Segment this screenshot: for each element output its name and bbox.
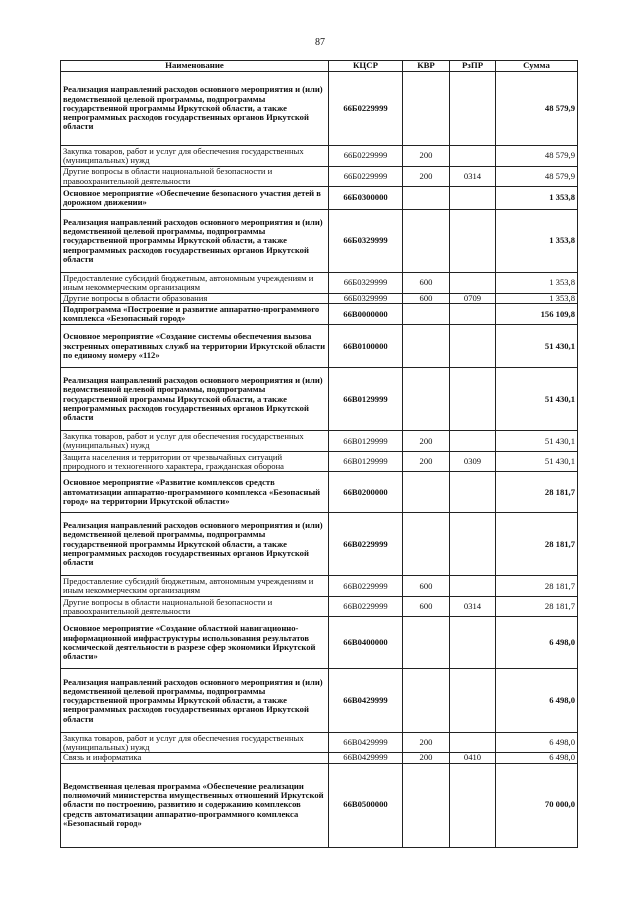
row-kcsr: 66Б0329999: [329, 210, 403, 273]
row-name: Основное мероприятие «Обеспечение безопасного участия детей в дорожном движении»: [61, 187, 329, 210]
row-rzpr: [450, 368, 496, 431]
row-kcsr: 66Б0229999: [329, 146, 403, 167]
table-row: [61, 763, 578, 847]
row-kvr: 200: [403, 452, 450, 472]
row-sum: 48 579,9: [496, 72, 578, 146]
row-rzpr: [450, 472, 496, 513]
row-kvr: [403, 617, 450, 669]
table-row: [61, 617, 578, 669]
row-sum: 6 498,0: [496, 733, 578, 753]
row-kcsr: 66В0129999: [329, 452, 403, 472]
row-rzpr: [450, 431, 496, 452]
row-name: Закупка товаров, работ и услуг для обеспечения государственных (муниципальных) нужд: [61, 431, 329, 452]
row-rzpr: 0314: [450, 597, 496, 617]
row-kvr: [403, 210, 450, 273]
row-rzpr: [450, 576, 496, 597]
row-rzpr: [450, 513, 496, 576]
table-row: [61, 210, 578, 273]
row-rzpr: 0709: [450, 294, 496, 304]
row-kvr: 200: [403, 733, 450, 753]
row-name: Другие вопросы в области образования: [61, 294, 329, 304]
row-kcsr: 66Б0329999: [329, 273, 403, 294]
budget-table: [60, 60, 578, 848]
table-row: [61, 72, 578, 146]
row-name: Реализация направлений расходов основного мероприятия и (или) ведомственной целевой программы, подпрограммы государственной программы Иркутской области, а также непрограммных расходов государственных органов Иркутской области: [61, 368, 329, 431]
row-rzpr: [450, 763, 496, 847]
row-sum: 6 498,0: [496, 617, 578, 669]
table-row: [61, 472, 578, 513]
row-name: Реализация направлений расходов основного мероприятия и (или) ведомственной целевой программы, подпрограммы государственной программы Иркутской области, а также непрограммных расходов государственных органов Иркутской области: [61, 72, 329, 146]
row-kcsr: 66В0229999: [329, 513, 403, 576]
table-row: [61, 431, 578, 452]
row-rzpr: 0314: [450, 167, 496, 187]
page-number: 87: [315, 37, 325, 48]
row-sum: 6 498,0: [496, 753, 578, 763]
row-name: Реализация направлений расходов основного мероприятия и (или) ведомственной целевой программы, подпрограммы государственной программы Иркутской области, а также непрограммных расходов государственных органов Иркутской области: [61, 669, 329, 733]
row-name: Закупка товаров, работ и услуг для обеспечения государственных (муниципальных) нужд: [61, 733, 329, 753]
table-row: [61, 452, 578, 472]
row-kcsr: 66В0129999: [329, 368, 403, 431]
row-rzpr: [450, 617, 496, 669]
table-row: [61, 733, 578, 753]
table-row: [61, 597, 578, 617]
row-kcsr: 66В0400000: [329, 617, 403, 669]
table-row: [61, 753, 578, 763]
row-name: Предоставление субсидий бюджетным, автономным учреждениям и иным некоммерческим организациям: [61, 273, 329, 294]
row-rzpr: [450, 304, 496, 325]
row-name: Предоставление субсидий бюджетным, автономным учреждениям и иным некоммерческим организациям: [61, 576, 329, 597]
table-header-row: [61, 61, 578, 72]
row-name: Связь и информатика: [61, 753, 329, 763]
row-kvr: 200: [403, 431, 450, 452]
row-kvr: [403, 669, 450, 733]
row-sum: 51 430,1: [496, 325, 578, 368]
row-rzpr: [450, 146, 496, 167]
table-row: [61, 294, 578, 304]
row-kcsr: 66В0429999: [329, 753, 403, 763]
row-kvr: [403, 763, 450, 847]
row-name: Другие вопросы в области национальной безопасности и правоохранительной деятельности: [61, 167, 329, 187]
row-name: Реализация направлений расходов основного мероприятия и (или) ведомственной целевой программы, подпрограммы государственной программы Иркутской области, а также непрограммных расходов государственных органов Иркутской области: [61, 210, 329, 273]
row-name: Реализация направлений расходов основного мероприятия и (или) ведомственной целевой программы, подпрограммы государственной программы Иркутской области, а также непрограммных расходов государственных органов Иркутской области: [61, 513, 329, 576]
row-kcsr: 66Б0329999: [329, 294, 403, 304]
row-rzpr: [450, 669, 496, 733]
row-sum: 156 109,8: [496, 304, 578, 325]
row-kvr: [403, 472, 450, 513]
row-rzpr: [450, 72, 496, 146]
header-rzpr: РзПР: [450, 61, 496, 72]
row-name: Ведомственная целевая программа «Обеспечение реализации полномочий министерства имущественных отношений Иркутской области по построению, развитию и содержанию комплексов средств автоматизации аппаратно-программного комплекса «Безопасный город»: [61, 763, 329, 847]
row-sum: 51 430,1: [496, 368, 578, 431]
row-sum: 28 181,7: [496, 513, 578, 576]
row-name: Основное мероприятие «Создание областной навигационно-информационной инфраструктуры использования результатов космической деятельности в разрезе сфер экономики Иркутской области»: [61, 617, 329, 669]
row-kvr: 600: [403, 294, 450, 304]
header-name: Наименование: [61, 61, 329, 72]
row-sum: 51 430,1: [496, 452, 578, 472]
row-sum: 1 353,8: [496, 187, 578, 210]
row-name: Закупка товаров, работ и услуг для обеспечения государственных (муниципальных) нужд: [61, 146, 329, 167]
header-kcsr: КЦСР: [329, 61, 403, 72]
row-name: Защита населения и территории от чрезвычайных ситуаций природного и техногенного характера, гражданская оборона: [61, 452, 329, 472]
row-kvr: [403, 325, 450, 368]
row-sum: 28 181,7: [496, 576, 578, 597]
row-kvr: [403, 368, 450, 431]
row-sum: 6 498,0: [496, 669, 578, 733]
row-sum: 48 579,9: [496, 146, 578, 167]
table-row: [61, 513, 578, 576]
table-body: [61, 72, 578, 848]
row-kvr: [403, 513, 450, 576]
row-kvr: 600: [403, 576, 450, 597]
row-sum: 1 353,8: [496, 210, 578, 273]
row-rzpr: [450, 273, 496, 294]
table-row: [61, 576, 578, 597]
table-row: [61, 669, 578, 733]
row-kvr: 600: [403, 597, 450, 617]
row-kcsr: 66В0129999: [329, 431, 403, 452]
row-sum: 1 353,8: [496, 294, 578, 304]
row-sum: 70 000,0: [496, 763, 578, 847]
table-row: [61, 304, 578, 325]
row-kcsr: 66В0429999: [329, 733, 403, 753]
row-kcsr: 66В0429999: [329, 669, 403, 733]
row-kvr: 200: [403, 167, 450, 187]
row-name: Другие вопросы в области национальной безопасности и правоохранительной деятельности: [61, 597, 329, 617]
row-kvr: 200: [403, 753, 450, 763]
header-kvr: КВР: [403, 61, 450, 72]
row-kcsr: 66В0500000: [329, 763, 403, 847]
row-rzpr: [450, 325, 496, 368]
row-sum: 51 430,1: [496, 431, 578, 452]
row-sum: 28 181,7: [496, 472, 578, 513]
row-rzpr: 0410: [450, 753, 496, 763]
row-kcsr: 66В0200000: [329, 472, 403, 513]
row-name: Подпрограмма «Построение и развитие аппаратно-программного комплекса «Безопасный город»: [61, 304, 329, 325]
row-kcsr: 66Б0229999: [329, 72, 403, 146]
row-sum: 28 181,7: [496, 597, 578, 617]
row-name: Основное мероприятие «Создание системы обеспечения вызова экстренных оперативных служб на территории Иркутской области по единому номеру «112»: [61, 325, 329, 368]
row-kcsr: 66В0000000: [329, 304, 403, 325]
header-sum: Сумма: [496, 61, 578, 72]
table-row: [61, 187, 578, 210]
row-kvr: [403, 187, 450, 210]
row-kcsr: 66В0100000: [329, 325, 403, 368]
table-row: [61, 167, 578, 187]
row-rzpr: 0309: [450, 452, 496, 472]
row-kvr: 600: [403, 273, 450, 294]
row-kvr: [403, 304, 450, 325]
table-row: [61, 146, 578, 167]
row-kvr: [403, 72, 450, 146]
table-row: [61, 368, 578, 431]
row-kcsr: 66Б0229999: [329, 167, 403, 187]
row-kcsr: 66Б0300000: [329, 187, 403, 210]
row-rzpr: [450, 187, 496, 210]
row-sum: 48 579,9: [496, 167, 578, 187]
row-kcsr: 66В0229999: [329, 576, 403, 597]
row-name: Основное мероприятие «Развитие комплексов средств автоматизации аппаратно-программного комплекса «Безопасный город» на территории Иркутской области»: [61, 472, 329, 513]
row-rzpr: [450, 733, 496, 753]
row-rzpr: [450, 210, 496, 273]
row-kvr: 200: [403, 146, 450, 167]
row-sum: 1 353,8: [496, 273, 578, 294]
table-row: [61, 273, 578, 294]
row-kcsr: 66В0229999: [329, 597, 403, 617]
table-row: [61, 325, 578, 368]
